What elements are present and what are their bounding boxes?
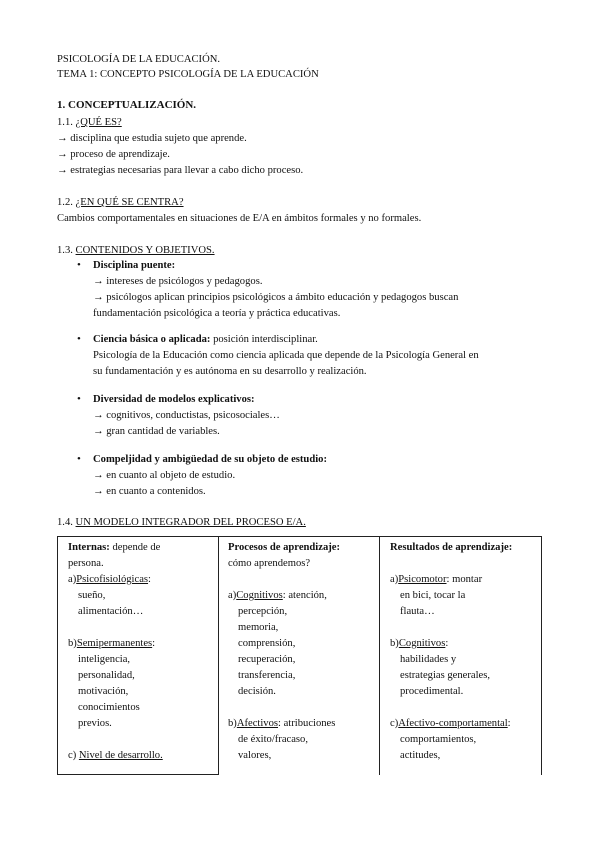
subsection-1-3-heading [57, 243, 215, 258]
table-bottom-border [57, 774, 219, 775]
category-item: de éxito/fracaso, [238, 734, 309, 745]
bullet-icon: • [77, 333, 81, 345]
bullet-title-line [93, 452, 327, 467]
category-item: conocimientos [78, 702, 140, 713]
table-column-internas [68, 540, 216, 764]
category-item: comportamientos, [400, 734, 477, 745]
bullet-line: → intereses de psicólogos y pedagogos. [93, 276, 263, 287]
category-item: sueño, [78, 590, 106, 601]
bullet-line: → en cuanto a contenidos. [93, 486, 206, 497]
category-suffix: : [148, 574, 151, 585]
table-column-resultados [390, 540, 540, 764]
paragraph: Cambios comportamentales en situaciones de E/A en ámbitos formales y no formales. [57, 213, 422, 224]
bullet-line: su fundamentación y es autónoma en su desarrollo y realización. [93, 366, 367, 377]
category-item: memoria, [238, 622, 279, 633]
category-item: valores, [238, 750, 272, 761]
column-heading [390, 540, 540, 556]
category-prefix: a) [228, 590, 237, 601]
column-heading [68, 540, 216, 556]
category-prefix: a) [68, 574, 77, 585]
category-suffix: : atribuciones [278, 718, 336, 729]
category-suffix: : [507, 718, 511, 729]
category-item: estrategias generales, [400, 670, 491, 681]
category-item: flauta… [400, 606, 435, 617]
column-heading-rest: depende de [109, 542, 161, 553]
bullet-icon: • [77, 453, 81, 465]
table-column-procesos [228, 540, 376, 764]
category-item: comprensión, [238, 638, 296, 649]
category-item: actitudes, [400, 750, 441, 761]
bullet-line: fundamentación psicológica a teoría y práctica educativas. [93, 308, 341, 319]
category-a [68, 572, 216, 588]
category-b [228, 716, 376, 732]
category-item: previos. [78, 718, 112, 729]
subsection-number: 1.3. [57, 245, 73, 256]
list-item: → estrategias necesarias para llevar a cabo dicho proceso. [57, 165, 304, 176]
category-c [390, 716, 540, 732]
column-heading-bold: Resultados de aprendizaje: [390, 542, 513, 553]
category-label: Afectivo-comportamental [398, 718, 508, 729]
table-top-border [57, 536, 542, 537]
category-suffix: : montar [446, 574, 483, 585]
column-heading-bold: Procesos de aprendizaje: [228, 542, 340, 553]
category-b [390, 636, 540, 652]
category-item: recuperación, [238, 654, 296, 665]
bullet-title: Disciplina puente: [93, 260, 176, 271]
category-c [68, 748, 216, 764]
bullet-icon: • [77, 393, 81, 405]
subsection-title: UN MODELO INTEGRADOR DEL PROCESO E/A. [75, 517, 306, 528]
category-label: Psicomotor [398, 574, 447, 585]
category-a [390, 572, 540, 588]
category-item: en bici, tocar la [400, 590, 466, 601]
subsection-title: CONTENIDOS Y OBJETIVOS. [75, 245, 215, 256]
category-item: decisión. [238, 686, 276, 697]
document-subtitle: TEMA 1: CONCEPTO PSICOLOGÍA DE LA EDUCACIÓN [57, 69, 319, 80]
category-prefix: b) [68, 638, 77, 649]
category-item: inteligencia, [78, 654, 131, 665]
category-prefix: a) [390, 574, 399, 585]
column-heading [228, 540, 376, 556]
bullet-title-line [93, 258, 175, 273]
list-item: → disciplina que estudia sujeto que aprende. [57, 133, 247, 144]
column-heading-line: cómo aprendemos? [228, 558, 311, 569]
category-label: Nivel de desarrollo. [78, 750, 163, 761]
category-suffix: : [152, 638, 156, 649]
category-prefix: b) [390, 638, 399, 649]
subsection-1-1-heading [57, 115, 122, 130]
column-heading-line: persona. [68, 558, 104, 569]
category-item: motivación, [78, 686, 129, 697]
category-suffix: : atención, [282, 590, 327, 601]
bullet-title: Diversidad de modelos explicativos: [93, 394, 255, 405]
category-label: Semipermanentes [76, 638, 153, 649]
subsection-title: ¿EN QUÉ SE CENTRA? [75, 197, 184, 208]
document-title: PSICOLOGÍA DE LA EDUCACIÓN. [57, 54, 221, 65]
subsection-number: 1.2. [57, 197, 73, 208]
bullet-title: Ciencia básica o aplicada: [93, 334, 211, 345]
category-b [68, 636, 216, 652]
category-prefix: c) [68, 750, 77, 761]
subsection-number: 1.1. [57, 117, 73, 128]
category-item: habilidades y [400, 654, 457, 665]
table-right-border [541, 536, 542, 775]
category-item: alimentación… [78, 606, 144, 617]
category-label: Psicofisiológicas [76, 574, 149, 585]
section-heading: 1. CONCEPTUALIZACIÓN. [57, 99, 197, 111]
category-item: personalidad, [78, 670, 135, 681]
category-prefix: c) [390, 718, 399, 729]
table-divider [379, 536, 380, 775]
category-item: procedimental. [400, 686, 464, 697]
subsection-number: 1.4. [57, 517, 73, 528]
subsection-1-4-heading [57, 515, 306, 530]
table-left-border [57, 536, 58, 775]
subsection-title: ¿QUÉ ES? [75, 117, 122, 128]
bullet-line: → gran cantidad de variables. [93, 426, 220, 437]
bullet-line: → psicólogos aplican principios psicológicos a ámbito educación y pedagogos buscan [93, 292, 459, 303]
bullet-title-line [93, 392, 255, 407]
bullet-rest: posición interdisciplinar. [210, 334, 318, 345]
bullet-title: Compeljidad y ambigüedad de su objeto de estudio: [93, 454, 327, 465]
category-label: Cognitivos [398, 638, 446, 649]
bullet-line: → en cuanto al objeto de estudio. [93, 470, 236, 481]
category-item: percepción, [238, 606, 288, 617]
category-suffix: : [445, 638, 449, 649]
list-item: → proceso de aprendizaje. [57, 149, 170, 160]
column-heading-bold: Internas: [68, 542, 110, 553]
bullet-title-line [93, 332, 318, 347]
bullet-icon: • [77, 259, 81, 271]
category-item: transferencia, [238, 670, 296, 681]
category-prefix: b) [228, 718, 237, 729]
bullet-line: → cognitivos, conductistas, psicosociales… [93, 410, 280, 421]
category-a [228, 588, 376, 604]
subsection-1-2-heading [57, 195, 184, 210]
category-label: Afectivos [236, 718, 279, 729]
bullet-line: Psicología de la Educación como ciencia aplicada que depende de la Psicología General en [93, 350, 479, 361]
table-divider [218, 536, 219, 775]
category-label: Cognitivos [236, 590, 283, 601]
